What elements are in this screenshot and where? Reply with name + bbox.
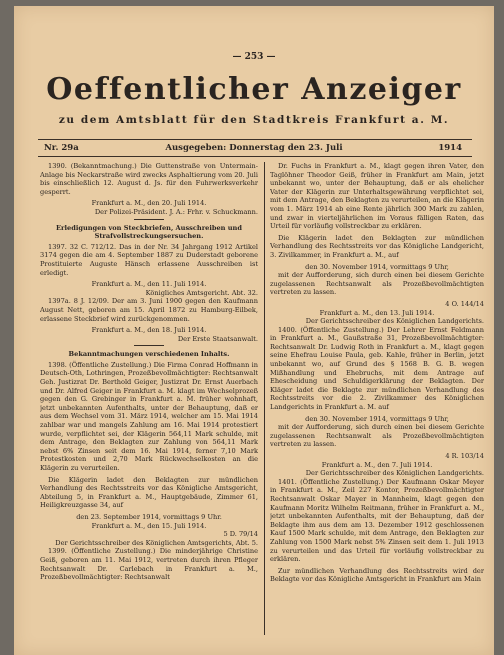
- case-reference: 4 R. 103/14: [445, 452, 484, 460]
- case-reference: 5 D. 79/14: [223, 530, 258, 539]
- page-number: — 253 —: [232, 52, 276, 62]
- column-divider: [264, 162, 265, 635]
- notice-1400: 1400. (Öffentliche Zustellung.) Der Lehrer Ernst Feldmann in Frankfurt a. M., Gaußstraße 31, Prozeßbevollmächtigter: Rechtsanwalt Dr. Ludwig Roth in Frankfurt a. M., klagt gegen seine Ehefrau Louise Paula, geb. Kahle, früher in Berlin, jetzt unbekannt wo, auf Grund des § 1568 B. G. B. wegen Mißhandlung und Ehebruchs, mit dem Antrage auf Ehescheidung und Schuldigerklärung der Beklagten. Der Kläger ladet die Beklagte zur mündlichen Verhandlung des Rechtsstreits vor die 2. Zivilkammer des Königlichen Landgerichts in Frankfurt a. M. auf: [270, 325, 484, 412]
- notice-1390: 1390. (Bekanntmachung.) Die Guttenstraße von Untermain-Anlage bis Neckarstraße wird zwecks Asphaltierung vom 20. Juli bis einschließlich 12. August d. Js. für den Fuhrwerksverkehr gesperrt.: [40, 162, 258, 196]
- issue-year: 1914: [438, 143, 462, 153]
- notice-place-date: Frankfurt a. M., den 18. Juli 1914.: [91, 326, 207, 335]
- notice-1397: 1397. 32 C. 712/12. Das in der Nr. 34 Jahrgang 1912 Artikel 3174 gegen die am 4. September 1887 zu Duderstadt geborene Prostituierte Auguste Hänsch erlassene Ausschreiben ist erledigt.: [40, 242, 258, 277]
- notice-1398: 1398. (Öffentliche Zustellung.) Die Firma Conrad Hoffmann in Deutsch-Oth, Lothringen, Prozeßbevollmächtigter: Rechtsanwalt Geh. Justizrat Dr. Berthold Geiger, Justizrat Dr. Ernst Auerbach und Dr. Alfred Geiger in Frankfurt a. M. klagt im Wechselprozeß gegen den G. Grebinger in Frankfurt a. M. früher wohnhaft, jetzt unbekannten Aufenthalts, unter der Behauptung, daß er aus dem Wechsel vom 31. März 1914, welcher am 15. Mai 1914 zahlbar war und mangels Zahlung am 16. Mai 1914 protestiert wurde, verpflichtet sei, der Klägerin 564,11 Mark schulde, mit dem Antrage, den Beklagten zur Zahlung von 564,11 Mark nebst 6% Zinsen seit dem 16. Mai 1914, ferner 7,10 Mark Protestkosten und 2,70 Mark Rückwechselkosten an die Klägerin zu verurteilen.: [40, 360, 258, 472]
- left-column: [40, 162, 258, 635]
- section-heading: Erledigungen von Steckbriefen, Ausschreiben und Strafvollstreckungsersuchen.: [56, 223, 242, 241]
- notice-1401-summons: Zur mündlichen Verhandlung des Rechtsstreits wird der Beklagte vor das Königliche Amtsgericht in Frankfurt am Main: [270, 566, 484, 584]
- notice-signature: Der Gerichtsschreiber des Königlichen Landgerichts.: [305, 317, 484, 326]
- notice-1399-continued: Dr. Fuchs in Frankfurt a. M., klagt gegen ihren Vater, den Taglöhner Theodor Geiß, früher in Frankfurt am Main, jetzt unbekannt wo, unter der Behauptung, daß er als ehelicher Vater der Klägerin zur Unterhaltsgewährung verpflichtet sei, mit dem Antrage, den Beklagten zu verurteilen, an die Klägerin vom 1. März 1914 ab eine Rente jährlich 300 Mark zu zahlen, und zwar in vierteljährlichen im Voraus fälligen Raten, das Urteil für vorläufig vollstreckbar zu erklären.: [270, 162, 484, 231]
- header-rule-bottom: [38, 156, 472, 157]
- notice-signature: Königliches Amtsgericht. Abt. 32.: [145, 288, 258, 297]
- separator: [134, 219, 164, 220]
- section-heading: Bekanntmachungen verschiedenen Inhalts.: [68, 350, 230, 359]
- notice-1399-summons: Die Klägerin ladet den Beklagten zur mündlichen Verhandlung des Rechtsstreits vor das Königliche Landgericht, 3. Zivilkammer, in Frankfurt a. M., auf: [270, 233, 484, 259]
- notice-place-date: Frankfurt a. M., den 7. Juli 1914.: [321, 460, 433, 469]
- notice-1399: 1399. (Öffentliche Zustellung.) Die minderjährige Christine Geiß, geboren am 11. Mai 1912, vertreten durch ihren Pfleger Rechtsanwalt Dr. Carlebach in Frankfurt a. M., Prozeßbevollmächtigter: Rechtsanwalt: [40, 547, 258, 582]
- notice-place-date: Frankfurt a. M., den 13. Juli 1914.: [319, 308, 435, 317]
- notice-1397a: 1397a. 8 J. 12/09. Der am 3. Juni 1900 gegen den Kaufmann August Nett, geboren am 15. April 1872 zu Hamburg-Eilbek, erlassene Steckbrief wird zurückgenommen.: [40, 297, 258, 323]
- notice-1401: 1401. (Öffentliche Zustellung.) Der Kaufmann Oskar Meyer in Frankfurt a. M., Zeil 227 Kontor, Prozeßbevollmächtigter Rechtsanwalt Oskar Mayer in Mannheim, klagt gegen den Kaufmann Moritz Wilhelm Reitmann, früher in Frankfurt a. M., jetzt unbekannten Aufenthalts, mit der Behauptung, daß der Beklagte ihm aus dem am 13. Dezember 1912 geschlossenen Kauf 1500 Mark schulde, mit dem Antrage, den Beklagten zur Zahlung von 1500 Mark nebst 5% Zinsen seit dem 1. Juli 1913 zu verurteilen und das Urteil für vorläufig vollstreckbar zu erklären.: [270, 477, 484, 564]
- notice-signature: Der Gerichtsschreiber des Königlichen Amtsgerichts, Abt. 5.: [55, 538, 258, 547]
- notice-signature: Der Polizei-Präsident. J. A.: Frhr. v. Schuckmann.: [94, 207, 258, 216]
- notice-1399-request: mit der Aufforderung, sich durch einen bei diesem Gerichte zugelassenen Rechtsanwalt als Prozeßbevollmächtigten vertreten zu lassen.: [270, 271, 484, 297]
- hearing-date: den 23. September 1914, vormittags 9 Uhr.: [76, 512, 222, 521]
- issue-number: Nr. 29a: [44, 143, 79, 153]
- notice-signature: Der Erste Staatsanwalt.: [177, 334, 258, 343]
- issue-date: Ausgegeben: Donnerstag den 23. Juli: [165, 143, 343, 153]
- header-rule-top: [38, 139, 472, 140]
- notice-place-date: Frankfurt a. M., den 11. Juli 1914.: [91, 280, 207, 289]
- case-reference: 4 O. 144/14: [445, 299, 484, 308]
- right-column: [270, 162, 484, 635]
- hearing-date: den 30. November 1914, vormittags 9 Uhr,: [305, 262, 449, 271]
- notice-1400-request: mit der Aufforderung, sich durch einen bei diesem Gerichte zugelassenen Rechtsanwalt als Prozeßbevollmächtigten vertreten zu lassen.: [270, 423, 484, 449]
- separator: [134, 345, 164, 346]
- notice-place-date: Frankfurt a. M., den 15. Juli 1914.: [91, 521, 207, 530]
- masthead-subtitle: zu dem Amtsblatt für den Stadtkreis Frankfurt a. M.: [58, 114, 450, 126]
- notice-place-date: Frankfurt a. M., den 20. Juli 1914.: [91, 199, 207, 208]
- newspaper-page: [14, 6, 494, 655]
- hearing-date: den 30. November 1914, vormittags 9 Uhr,: [305, 414, 449, 423]
- notice-1398-summons: Die Klägerin ladet den Beklagten zur mündlichen Verhandlung des Rechtsstreits vor das Königliche Amtsgericht, Abteilung 5, in Frankfurt a. M., Hauptgebäude, Zimmer 61, Heiligkreuzgasse 34, auf: [40, 475, 258, 510]
- masthead-title: Oeffentlicher Anzeiger: [46, 72, 462, 107]
- notice-signature: Der Gerichtsschreiber des Königlichen Landgerichts.: [305, 469, 484, 478]
